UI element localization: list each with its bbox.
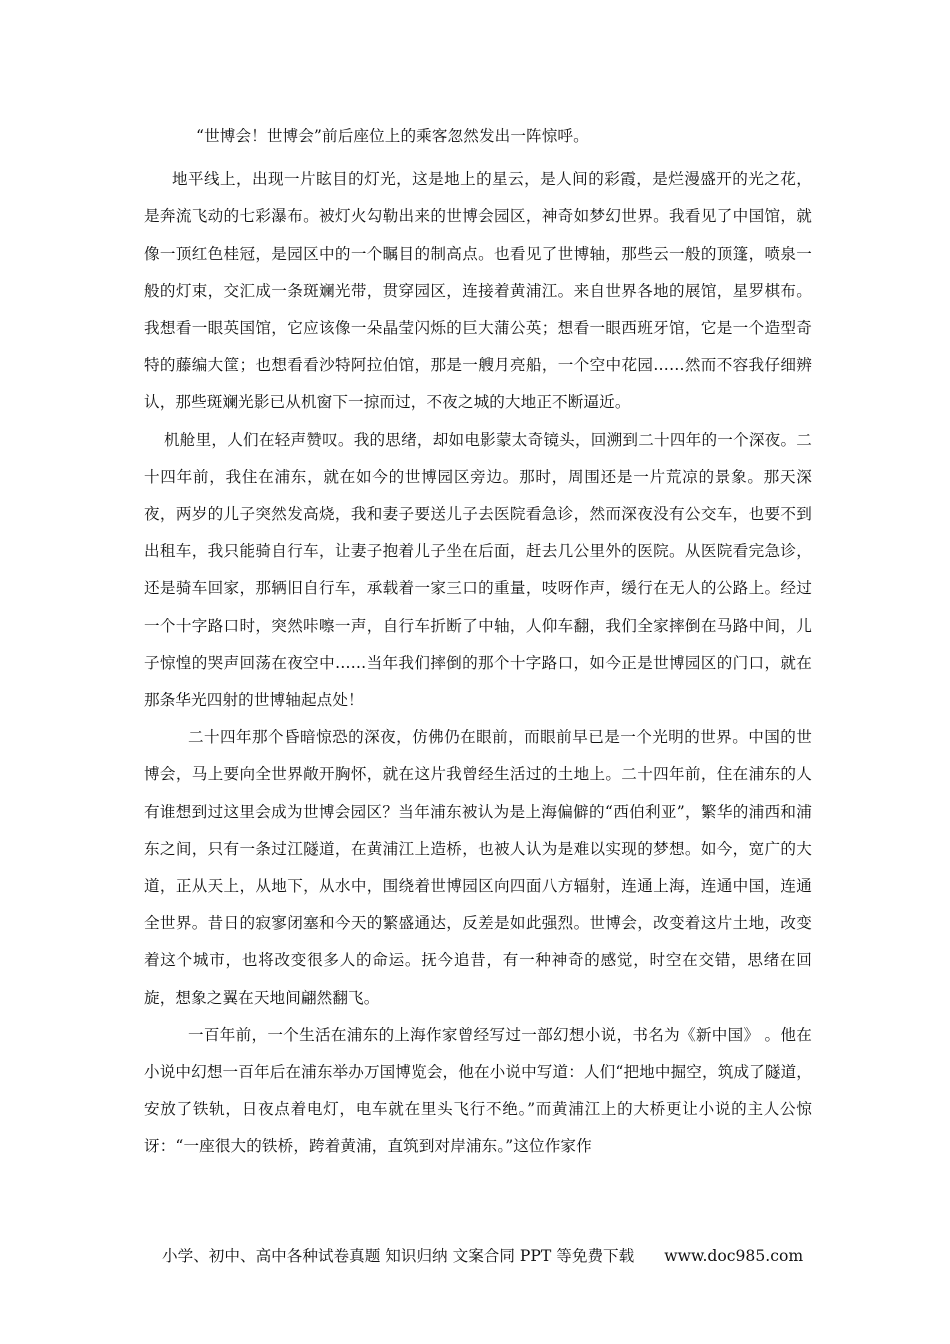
paragraph: 一百年前，一个生活在浦东的上海作家曾经写过一部幻想小说，书名为《新中国》 。他在小说中幻想一百年后在浦东举办万国博览会，他在小说中写道：人们“把地中掘空，筑成了隧道，安放了铁轨，日夜点着电灯，电车就在里头飞行不绝。”而黄浦江上的大桥更让小说的主人公惊讶：“一座很大的铁桥，跨着黄浦，直筑到对岸浦东。”这位作家作: [144, 1025, 812, 1156]
footer-text: 小学、初中、高中各种试卷真题 知识归纳 文案合同 PPT 等免费下载: [162, 1247, 635, 1265]
paragraph: 机舱里，人们在轻声赞叹。我的思绪，却如电影蒙太奇镜头，回溯到二十四年的一个深夜。二十四年前，我住在浦东，就在如今的世博园区旁边。那时，周围还是一片荒凉的景象。那天深夜，两岁的儿子突然发高烧，我和妻子要送儿子去医院看急诊，然而深夜没有公交车，也要不到出租车，我只能骑自行车，让妻子抱着儿子坐在后面，赶去几公里外的医院。从医院看完急诊，还是骑车回家，那辆旧自行车，承载着一家三口的重量，吱呀作声，缓行在无人的公路上。经过一个十字路口时，突然咔嚓一声，自行车折断了中轴，人仰车翻，我们全家摔倒在马路中间，儿子惊惶的哭声回荡在夜空中……当年我们摔倒的那个十字路口，如今正是世博园区的门口，就在那条华光四射的世博轴起点处！: [144, 430, 812, 710]
footer-link[interactable]: www.doc985.com: [664, 1247, 804, 1265]
document-body: [144, 118, 812, 1166]
paragraph: 地平线上，出现一片眩目的灯光，这是地上的星云，是人间的彩霞，是烂漫盛开的光之花，是奔流飞动的七彩瀑布。被灯火勾勒出来的世博会园区，神奇如梦幻世界。我看见了中国馆，就像一顶红色桂冠，是园区中的一个瞩目的制高点。也看见了世博轴，那些云一般的顶篷，喷泉一般的灯束，交汇成一条斑斓光带，贯穿园区，连接着黄浦江。来自世界各地的展馆，星罗棋布。我想看一眼英国馆，它应该像一朵晶莹闪烁的巨大蒲公英；想看一眼西班牙馆，它是一个造型奇特的藤编大筐；也想看看沙特阿拉伯馆，那是一艘月亮船，一个空中花园……然而不容我仔细辨认，那些斑斓光影已从机窗下一掠而过，不夜之城的大地正不断逼近。: [144, 170, 812, 412]
paragraph: “世博会！世博会”前后座位上的乘客忽然发出一阵惊呼。: [196, 127, 589, 145]
paragraph: 二十四年那个昏暗惊恐的深夜，仿佛仍在眼前，而眼前早已是一个光明的世界。中国的世博会，马上要向全世界敞开胸怀，就在这片我曾经生活过的土地上。二十四年前，住在浦东的人有谁想到过这里会成为世博会园区？当年浦东被认为是上海偏僻的“西伯利亚”，繁华的浦西和浦东之间，只有一条过江隧道，在黄浦江上造桥，也被人认为是难以实现的梦想。如今，宽广的大道，正从天上，从地下，从水中，围绕着世博园区向四面八方辐射，连通上海，连通中国，连通全世界。昔日的寂寥闭塞和今天的繁盛通达，反差是如此强烈。世博会，改变着这片土地，改变着这个城市，也将改变很多人的命运。抚今追昔，有一种神奇的感觉，时空在交错，思绪在回旋，想象之翼在天地间翩然翻飞。: [144, 728, 812, 1007]
page-footer: [162, 1244, 802, 1266]
